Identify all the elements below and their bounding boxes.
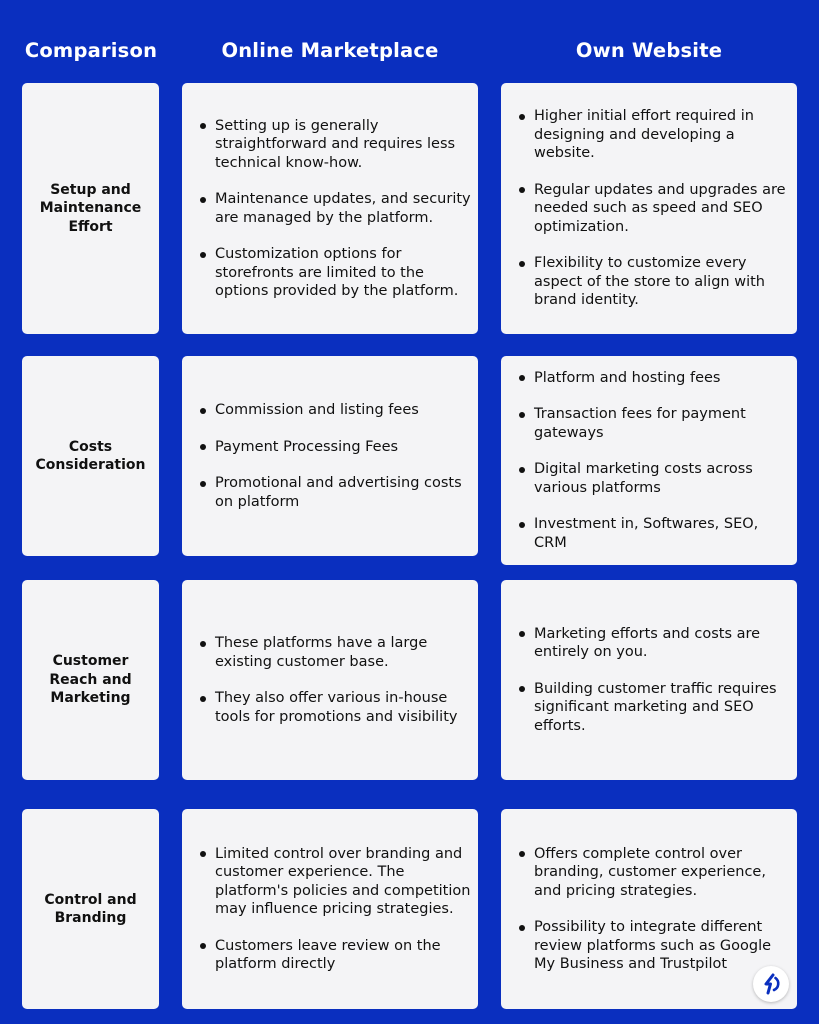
header-comparison: Comparison xyxy=(24,39,158,62)
list-item: Possibility to integrate different review platforms such as Google My Business and Trustpilot xyxy=(534,918,791,974)
brand-logo-icon xyxy=(753,966,789,1002)
row-label-setup: Setup and Maintenance Effort xyxy=(39,181,142,235)
list-item: Building customer traffic requires significant marketing and SEO efforts. xyxy=(534,680,791,736)
list-item: Commission and listing fees xyxy=(215,401,472,420)
row-label-card-costs xyxy=(22,356,159,556)
list-item: Setting up is generally straightforward and requires less technical know-how. xyxy=(215,117,472,173)
row-label-reach: Customer Reach and Marketing xyxy=(49,653,132,707)
row-label-card-reach xyxy=(22,580,159,780)
row-label-card-branding xyxy=(22,809,159,1009)
list-item: Customers leave review on the platform directly xyxy=(215,937,472,974)
brand-logo-mark xyxy=(760,973,782,995)
list-item: Platform and hosting fees xyxy=(534,369,791,388)
website-cell-reach xyxy=(501,580,797,780)
list-item: Payment Processing Fees xyxy=(215,438,472,457)
row-label-card-setup xyxy=(22,83,159,334)
marketplace-cell-branding xyxy=(182,809,478,1009)
list-item: Maintenance updates, and security are managed by the platform. xyxy=(215,191,471,226)
list-item: Regular updates and upgrades are needed such as speed and SEO optimization. xyxy=(534,181,791,237)
row-label-costs: Costs Consideration xyxy=(35,438,146,473)
list-item: Transaction fees for payment gateways xyxy=(534,405,791,442)
list-item: Offers complete control over branding, customer experience, and pricing strategies. xyxy=(534,845,791,901)
list-item: Investment in, Softwares, SEO, CRM xyxy=(534,515,791,552)
list-item: Limited control over branding and customer experience. The platform's policies and competition may influence pricing strategies. xyxy=(215,845,471,917)
website-cell-setup xyxy=(501,83,797,334)
list-item: They also offer various in-house tools for promotions and visibility xyxy=(215,689,472,726)
marketplace-cell-setup xyxy=(182,83,478,334)
header-own-website: Own Website xyxy=(575,39,723,62)
list-item: Flexibility to customize every aspect of the store to align with brand identity. xyxy=(534,254,791,310)
list-item: Digital marketing costs across various platforms xyxy=(534,460,791,497)
marketplace-cell-costs xyxy=(182,356,478,556)
row-label-branding: Control and Branding xyxy=(44,891,137,926)
header-online-marketplace: Online Marketplace xyxy=(221,39,439,62)
list-item: Higher initial effort required in designing and developing a website. xyxy=(534,107,791,163)
marketplace-cell-reach xyxy=(182,580,478,780)
list-item: Customization options for storefronts are limited to the options provided by the platform. xyxy=(215,245,472,301)
website-cell-costs xyxy=(501,356,797,565)
list-item: Marketing efforts and costs are entirely on you. xyxy=(534,625,791,662)
list-item: Promotional and advertising costs on platform xyxy=(215,474,472,511)
list-item: These platforms have a large existing customer base. xyxy=(215,634,472,671)
